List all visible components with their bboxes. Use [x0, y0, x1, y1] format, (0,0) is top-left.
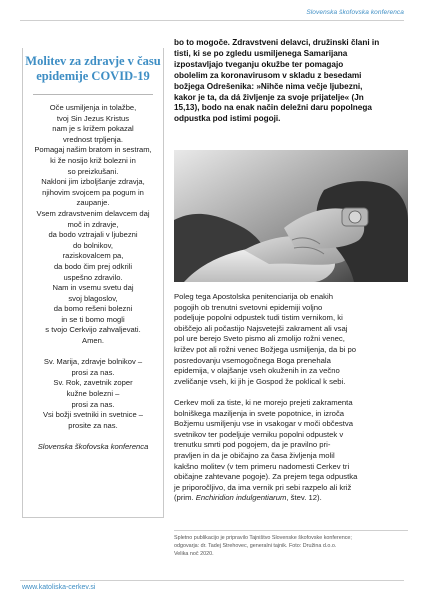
text-line: Božjemu usmiljenju vse in vsakogar v moči občestva	[174, 419, 354, 429]
text-line: je priporočljivo, da ima vernik pri sebi razpelo ali križ	[174, 482, 352, 492]
text-line: Cerkev moli za tiste, ki ne morejo prejeti zakramenta	[174, 397, 353, 407]
prayer-title	[23, 48, 163, 84]
prayer-line: prosite za nas.	[68, 420, 118, 430]
prayer-line: Amen.	[82, 336, 104, 346]
prayer-line: Nam in vsemu svetu daj	[52, 283, 134, 293]
credits-line: odgovarja: dr. Tadej Strehovec, generalni tajnik. Foto: Družina d.o.o.	[174, 543, 337, 550]
text-line: posredovanju vsemogočnega Boga prenehala	[174, 355, 331, 365]
paragraph-2-last-line: (prim. Enchiridion indulgentiarum, štev. 12).	[174, 493, 322, 503]
prayer-line: Pomagaj našim bratom in sestram,	[34, 145, 152, 155]
text-line: pogojih ob trenutni svetovni epidemiji voljno	[174, 302, 323, 312]
prayer-line: s tvojo Cerkvijo zahvaljevati.	[45, 325, 141, 335]
prayer-line: so preizkušani.	[67, 166, 119, 176]
text-line: obiščejo ali počastijo Najsvetejši zakrament ali vsaj	[174, 323, 348, 333]
prayer-sidebar	[22, 48, 164, 518]
prayer-line: nam je s križem pokazal	[52, 124, 134, 134]
prayer-line: da bomo rešeni bolezni	[53, 304, 133, 314]
main-body-text	[174, 292, 408, 504]
prayer-line: prosi za nas.	[71, 367, 115, 377]
website-link[interactable]: www.katoliska-cerkev.si	[22, 584, 96, 591]
prayer-line: prosi za nas.	[71, 399, 115, 409]
paragraph-2	[174, 398, 408, 493]
prayer-line: moč in zdravje,	[67, 219, 119, 229]
prayer-line: vrednost trpljenja.	[63, 134, 123, 144]
hands-photo	[174, 150, 408, 282]
text-line: odpustka pod istimi pogoji.	[174, 114, 281, 124]
title-divider	[33, 94, 153, 95]
text-line: bolniškega maziljenja in svete popotnice, in izroča	[174, 408, 345, 418]
paragraph-1	[174, 292, 408, 387]
credits-line: Velika noč 2020.	[174, 551, 214, 558]
text-line: 15,13), bodo na enak način deležni daru popolnega	[174, 103, 372, 113]
prayer-line: raziskovalcem pa,	[62, 251, 124, 261]
prayer-line: tvoj Sin Jezus Kristus	[56, 113, 130, 123]
prayer-line: da bodo čim prej odkrili	[53, 261, 133, 271]
prayer-line: ki že nosijo križ bolezni in	[50, 155, 136, 165]
text-line: kakšno molitev (v tem primeru nadomesti Cerkev tri	[174, 461, 350, 471]
text-line: zveličanje vseh, ki jih je Gospod že poklical k sebi.	[174, 376, 346, 386]
credits-divider	[174, 530, 408, 531]
prayer-line: Vsi božji svetniki in svetnice –	[42, 410, 144, 420]
text-line: izpostavljajo tveganju okužbe ter pomagajo	[174, 59, 344, 69]
text-line: svetnikov ter podeljuje verniku popolni odpustek v	[174, 429, 344, 439]
prayer-stanza-2	[23, 357, 163, 431]
text-line: božjega Odrešenika: »Nihče nima večje ljubezni,	[174, 81, 363, 91]
prayer-line: in se ti bomo mogli	[61, 314, 125, 324]
text-line: pol ure berejo Sveto pismo ali zmolijo rožni venec,	[174, 334, 345, 344]
text-line: tisti, ki se po zgledu usmiljenega Samarijana	[174, 48, 348, 58]
prayer-line: Oče usmiljenja in tolažbe,	[49, 103, 137, 112]
prayer-stanza-1	[23, 103, 163, 347]
text-line: pravljen in da je običajno za časa življenja molil	[174, 450, 335, 460]
prayer-line: Nakloni jim izboljšanje zdravja,	[41, 177, 145, 187]
header-divider	[20, 20, 404, 21]
prayer-title-line: Molitev za zdravje v času	[25, 54, 161, 68]
text-line: trenutku smrti pod pogojem, da je pravilno pri-	[174, 440, 331, 450]
prayer-line: Sv. Rok, zavetnik zoper	[53, 378, 133, 388]
prayer-line: Sv. Marija, zdravje bolnikov –	[43, 357, 143, 367]
prayer-line: do bolnikov,	[73, 240, 113, 250]
text-line: obolelim za koronavirusom v skladu z besedami	[174, 70, 362, 80]
text-line: kakor je ta, da dá življenje za svoje prijatelje« (Jn	[174, 92, 364, 102]
credits-line: Spletno publikacijo je pripravilo Tajništvo Slovenske škofovske konference;	[174, 535, 352, 541]
header-conference-name: Slovenska škofovska konferenca	[306, 9, 404, 16]
prayer-text	[23, 103, 163, 453]
prayer-line: da bodo vztrajali v ljubezni	[48, 230, 138, 240]
text-line: Poleg tega Apostolska penitenciarija ob enakih	[174, 292, 333, 301]
text-line: podeljuje popolni odpustek tudi tistim vernikom, ki	[174, 313, 343, 323]
text-line: običajne zahtevane pogoje). Za prejem tega odpustka	[174, 472, 358, 482]
prayer-signature: Slovenska škofovska konferenca	[37, 442, 149, 451]
prayer-line: zaupanje.	[76, 198, 110, 208]
prayer-line: uspešno zdravilo.	[63, 272, 123, 282]
prayer-line: kužne bolezni –	[66, 389, 120, 399]
text-line: epidemija, v olajšanje vseh okuženih in za večno	[174, 366, 340, 376]
intro-bold-text	[174, 38, 408, 125]
footer-divider	[20, 580, 404, 581]
text-line: križev pot ali rožni venec Božjega usmiljenja, da bi po	[174, 344, 357, 354]
prayer-line: njihovim svojcem pa pogum in	[42, 187, 144, 197]
prayer-line: Vsem zdravstvenim delavcem daj	[36, 208, 150, 218]
credits	[174, 534, 408, 559]
prayer-line: svoj blagoslov,	[68, 293, 118, 303]
text-line: bo to mogoče. Zdravstveni delavci, družinski člani in	[174, 38, 380, 47]
prayer-title-line: epidemije COVID-19	[36, 69, 150, 83]
